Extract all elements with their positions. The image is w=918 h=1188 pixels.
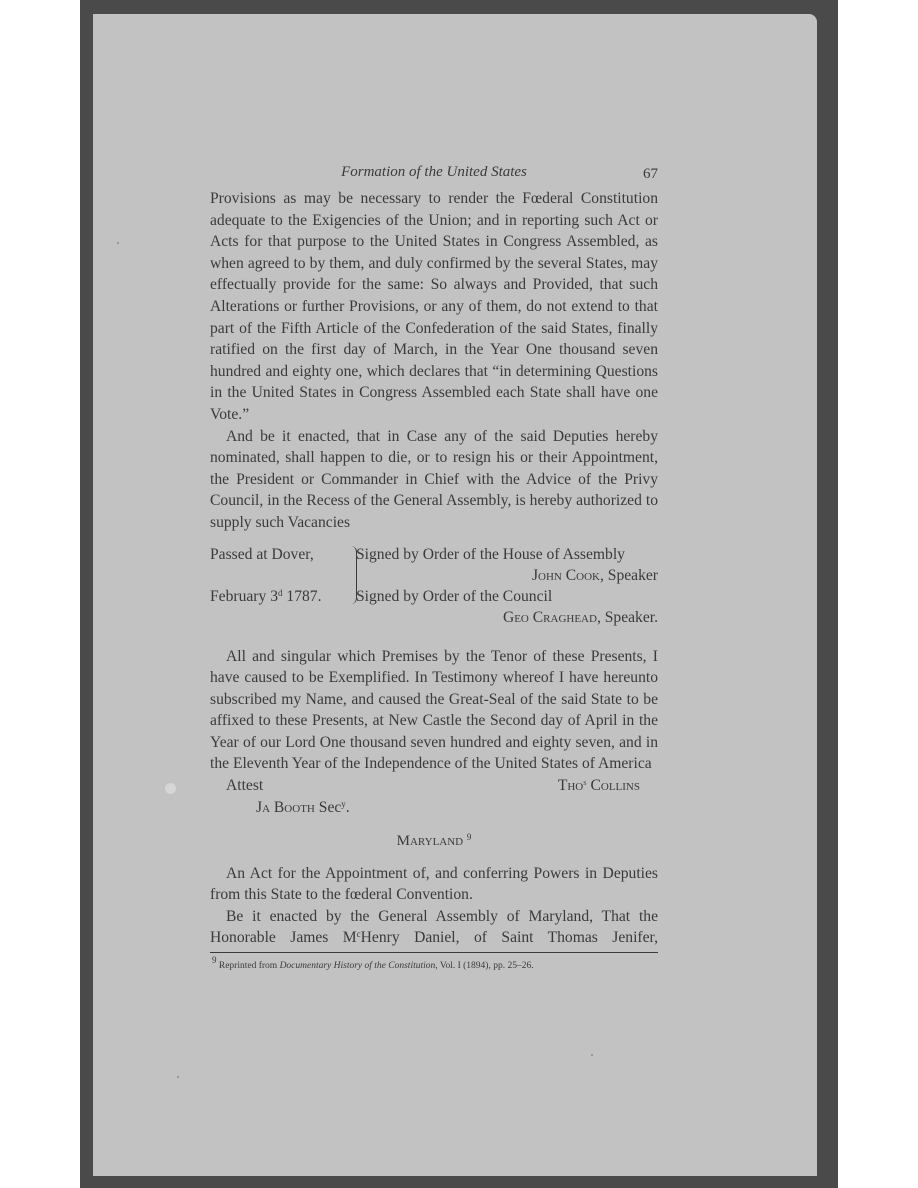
scan-speck [117,242,119,244]
footnote-rule [210,952,658,953]
footnote-prefix: Reprinted from [216,961,280,972]
paragraph-enactment-cont [210,927,658,949]
paragraph-enactment [210,906,658,928]
signing-block [210,544,658,632]
date-sup: d [278,587,283,598]
text-column [210,160,658,973]
council-order: Signed by Order of the Council [356,587,553,605]
enactment-line2: Honorable James M [210,929,357,947]
passed-at: Passed at Dover, [210,545,314,563]
paragraph-provisions: Provisions as may be necessary to render the Fœderal Constitution adequate to the Exigencies of the Union; and in reporting such Act or Acts for that purpose to the United States in Congress Assembled, as when agreed to by them, and duly confirmed by the several States, may effectually provide for the same: So always and Provided, that such Alterations or further Provisions, or any of them, do not extend to that part of the Fifth Article of the Confederation of the said States, finally ratified on the first day of March, in the Year One thousand seven hundred and eighty one, which declares that “in determining Questions in the United States in Congress Assembled each State shall have one Vote.” [210,190,658,423]
council-speaker-title: , Speaker. [596,608,658,626]
signer-sup: s [583,777,587,788]
footnote-suffix: , Vol. I (1894), pp. 25–26. [435,961,534,972]
house-order: Signed by Order of the House of Assembly [356,545,625,563]
state-heading [210,831,658,853]
act-title: An Act for the Appointment of, and conferring Powers in Deputies from this State to the fœderal Convention. [210,864,658,904]
footnote [210,955,658,973]
running-head [210,160,658,184]
enactment-line1: Be it enacted by the General Assembly of Maryland, That the [226,907,658,925]
council-speaker [503,607,658,629]
scan-speck [177,1076,179,1078]
enactment-sup: c [356,929,361,940]
date-day: February 3 [210,587,278,605]
footnote-source-title: Documentary History of the Constitution [279,961,436,972]
paragraph-exemplification: All and singular which Premises by the Tenor of these Presents, I have caused to be Exemplified. In Testimony whereof I have hereunto subscribed my Name, and caused the Great-Seal of the said State to be affixed to these Presents, at New Castle the Second day of April in the Year of our Lord One thousand seven hundred and eighty seven, and in the Eleventh Year of the Independence of the United States of America [210,647,658,773]
signer-prefix: Tho [557,777,584,795]
running-title: Formation of the United States [341,164,527,180]
paragraph-vacancies: And be it enacted, that in Case any of the said Deputies hereby nominated, shall happen to die, or to resign his or their Appointment, the President or Commander in Chief with the Advice of the Privy Council, in the Recess of the General Assembly, is hereby authorized to supply such Vacancies [210,427,658,531]
date-year: 1787. [282,587,322,605]
signer [558,775,640,797]
scan-speck [591,1054,593,1056]
passed-date [210,586,321,608]
state-heading-text: Maryland [396,833,464,850]
house-speaker-title: , Speaker [599,566,658,584]
house-speaker-name: John Cook [531,566,600,584]
house-speaker [532,565,658,587]
council-speaker-name: Geo Craghead [502,608,597,626]
footnote-marker: 9 [212,955,217,966]
page-number: 67 [643,166,658,182]
attest-label: Attest [226,777,264,795]
enactment-line2-end: Henry Daniel, of Saint Thomas Jenifer, [360,929,658,947]
secretary-title: Sec [314,799,342,817]
signer-surname: Collins [586,777,640,795]
secretary [210,797,658,819]
secretary-end: . [345,799,350,817]
secretary-sup: y [341,799,346,810]
secretary-name: Ja Booth [256,799,315,817]
footnote-ref[interactable]: 9 [466,832,472,843]
paper-hole [165,783,176,794]
attest-row [210,775,658,797]
